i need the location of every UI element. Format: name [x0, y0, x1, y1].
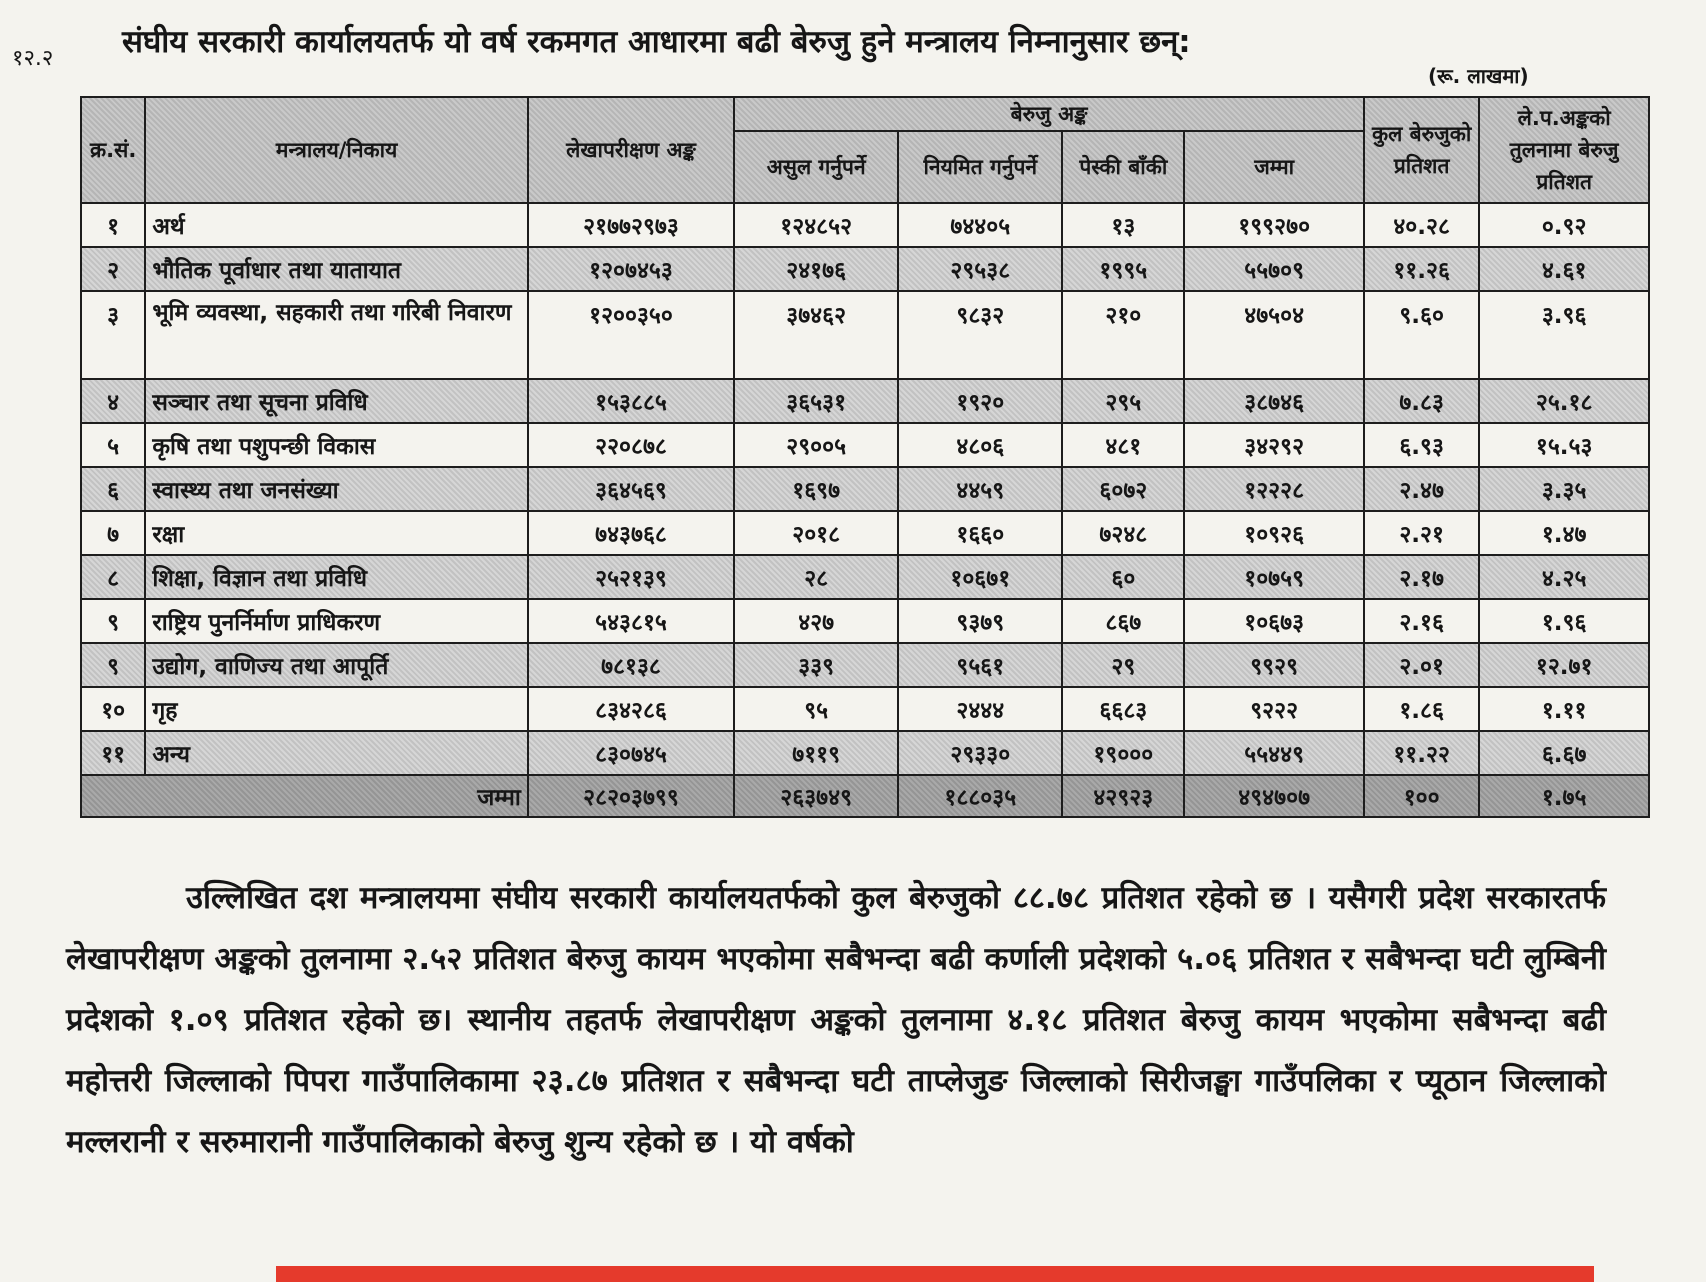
cell-advance: २९५	[1062, 379, 1184, 423]
cell-total: ९२२२	[1184, 687, 1364, 731]
cell-advance: ८६७	[1062, 599, 1184, 643]
cell-recover: २४१७६	[734, 247, 898, 291]
cell-audit: ८३०७४५	[528, 731, 734, 775]
table-row	[81, 291, 1649, 379]
cell-sn: ९	[81, 599, 145, 643]
cell-advance: ६६८३	[1062, 687, 1184, 731]
cell-total: १२२२८	[1184, 467, 1364, 511]
cell-audit: ७४३७६८	[528, 511, 734, 555]
header-pct-of-audit: ले.प.अङ्कको तुलनामा बेरुजु प्रतिशत	[1479, 97, 1649, 203]
section-title: संघीय सरकारी कार्यालयतर्फ यो वर्ष रकमगत आधारमा बढी बेरुजु हुने मन्त्रालय निम्नानुसार छन्:	[122, 24, 1191, 60]
table-row	[81, 247, 1649, 291]
cell-regularize: ९८३२	[898, 291, 1062, 379]
table-total-row	[81, 775, 1649, 817]
accent-bar	[276, 1266, 1594, 1282]
cell-sn: १	[81, 203, 145, 247]
cell-audit: १२००३५०	[528, 291, 734, 379]
cell-pct-total: २.२१	[1364, 511, 1479, 555]
total-sum: ४९४७०७	[1184, 775, 1364, 817]
total-pct-audit: १.७५	[1479, 775, 1649, 817]
cell-sn: ७	[81, 511, 145, 555]
cell-pct-audit: १२.७१	[1479, 643, 1649, 687]
cell-advance: ७२४८	[1062, 511, 1184, 555]
cell-advance: ४८१	[1062, 423, 1184, 467]
cell-advance: ६०७२	[1062, 467, 1184, 511]
cell-regularize: ७४४०५	[898, 203, 1062, 247]
table-row	[81, 555, 1649, 599]
cell-recover: ३७४६२	[734, 291, 898, 379]
header-audit-amount: लेखापरीक्षण अङ्क	[528, 97, 734, 203]
cell-regularize: २९५३८	[898, 247, 1062, 291]
cell-pct-total: २.१७	[1364, 555, 1479, 599]
cell-ministry: शिक्षा, विज्ञान तथा प्रविधि	[145, 555, 528, 599]
table-row	[81, 423, 1649, 467]
cell-audit: २१७७२९७३	[528, 203, 734, 247]
cell-pct-total: ९.६०	[1364, 291, 1479, 379]
cell-advance: १९०००	[1062, 731, 1184, 775]
cell-pct-total: २.१६	[1364, 599, 1479, 643]
cell-total: ५५७०९	[1184, 247, 1364, 291]
cell-regularize: १९२०	[898, 379, 1062, 423]
section-number: १२.२	[12, 46, 54, 71]
cell-regularize: ४४५९	[898, 467, 1062, 511]
cell-ministry: सञ्चार तथा सूचना प्रविधि	[145, 379, 528, 423]
cell-pct-audit: ४.६१	[1479, 247, 1649, 291]
cell-audit: २२०८७८	[528, 423, 734, 467]
table-header-row	[81, 97, 1649, 131]
cell-sn: ८	[81, 555, 145, 599]
cell-pct-audit: ४.२५	[1479, 555, 1649, 599]
cell-advance: २१०	[1062, 291, 1184, 379]
cell-total: ३८७४६	[1184, 379, 1364, 423]
cell-recover: ३६५३१	[734, 379, 898, 423]
header-beruju-group: बेरुजु अङ्क	[734, 97, 1364, 131]
table-row	[81, 731, 1649, 775]
cell-recover: २८	[734, 555, 898, 599]
table-row	[81, 687, 1649, 731]
cell-regularize: ९३७९	[898, 599, 1062, 643]
unit-note: (रू. लाखमा)	[1428, 64, 1529, 88]
cell-pct-total: ४०.२८	[1364, 203, 1479, 247]
cell-pct-audit: १.९६	[1479, 599, 1649, 643]
cell-pct-audit: ३.३५	[1479, 467, 1649, 511]
header-sum: जम्मा	[1184, 131, 1364, 203]
cell-recover: ३३९	[734, 643, 898, 687]
table-row	[81, 379, 1649, 423]
cell-sn: ११	[81, 731, 145, 775]
cell-pct-audit: १५.५३	[1479, 423, 1649, 467]
cell-pct-total: १.८६	[1364, 687, 1479, 731]
cell-regularize: १६६०	[898, 511, 1062, 555]
cell-audit: ३६४५६९	[528, 467, 734, 511]
table-row	[81, 467, 1649, 511]
cell-recover: २०१८	[734, 511, 898, 555]
cell-total: ९९२९	[1184, 643, 1364, 687]
cell-total: १०७५९	[1184, 555, 1364, 599]
cell-sn: ९	[81, 643, 145, 687]
cell-pct-total: ६.९३	[1364, 423, 1479, 467]
cell-audit: ५४३८१५	[528, 599, 734, 643]
cell-audit: ७८१३८	[528, 643, 734, 687]
cell-ministry: गृह	[145, 687, 528, 731]
cell-regularize: २४४४	[898, 687, 1062, 731]
cell-ministry: भूमि व्यवस्था, सहकारी तथा गरिबी निवारण	[145, 291, 528, 379]
header-regularize: नियमित गर्नुपर्ने	[898, 131, 1062, 203]
cell-advance: १९९५	[1062, 247, 1184, 291]
cell-recover: ४२७	[734, 599, 898, 643]
cell-pct-audit: १.४७	[1479, 511, 1649, 555]
cell-ministry: अन्य	[145, 731, 528, 775]
cell-audit: १५३८८५	[528, 379, 734, 423]
cell-total: ४७५०४	[1184, 291, 1364, 379]
cell-ministry: रक्षा	[145, 511, 528, 555]
cell-advance: ६०	[1062, 555, 1184, 599]
total-regularize: १८८०३५	[898, 775, 1062, 817]
cell-advance: २९	[1062, 643, 1184, 687]
cell-total: १०९२६	[1184, 511, 1364, 555]
table-row	[81, 599, 1649, 643]
cell-pct-total: ११.२६	[1364, 247, 1479, 291]
cell-ministry: स्वास्थ्य तथा जनसंख्या	[145, 467, 528, 511]
table-row	[81, 643, 1649, 687]
cell-recover: २९००५	[734, 423, 898, 467]
summary-paragraph	[66, 868, 1606, 1173]
cell-pct-audit: ३.९६	[1479, 291, 1649, 379]
cell-regularize: २९३३०	[898, 731, 1062, 775]
cell-regularize: ९५६१	[898, 643, 1062, 687]
total-label: जम्मा	[81, 775, 528, 817]
cell-pct-audit: २५.१८	[1479, 379, 1649, 423]
cell-pct-total: २.४७	[1364, 467, 1479, 511]
beruju-table-container	[80, 96, 1650, 818]
cell-recover: ९५	[734, 687, 898, 731]
cell-pct-audit: ०.९२	[1479, 203, 1649, 247]
cell-regularize: ४८०६	[898, 423, 1062, 467]
header-advance-due: पेस्की बाँकी	[1062, 131, 1184, 203]
cell-recover: ७११९	[734, 731, 898, 775]
cell-sn: ६	[81, 467, 145, 511]
cell-regularize: १०६७१	[898, 555, 1062, 599]
cell-pct-total: २.०१	[1364, 643, 1479, 687]
cell-total: ५५४४९	[1184, 731, 1364, 775]
header-pct-of-total: कुल बेरुजुको प्रतिशत	[1364, 97, 1479, 203]
cell-advance: १३	[1062, 203, 1184, 247]
cell-sn: ३	[81, 291, 145, 379]
header-ministry: मन्त्रालय/निकाय	[145, 97, 528, 203]
cell-recover: १६९७	[734, 467, 898, 511]
total-recover: २६३७४९	[734, 775, 898, 817]
total-pct-total: १००	[1364, 775, 1479, 817]
cell-audit: १२०७४५३	[528, 247, 734, 291]
cell-sn: १०	[81, 687, 145, 731]
cell-recover: १२४८५२	[734, 203, 898, 247]
table-row	[81, 203, 1649, 247]
cell-ministry: कृषि तथा पशुपन्छी विकास	[145, 423, 528, 467]
total-advance: ४२९२३	[1062, 775, 1184, 817]
total-audit: २८२०३७९९	[528, 775, 734, 817]
header-recoverable: असुल गर्नुपर्ने	[734, 131, 898, 203]
cell-audit: ८३४२८६	[528, 687, 734, 731]
paragraph-text: उल्लिखित दश मन्त्रालयमा संघीय सरकारी कार्यालयतर्फको कुल बेरुजुको ८८.७८ प्रतिशत रहेको छ । यसैगरी प्रदेश सरकारतर्फ लेखापरीक्षण अङ्कको तुलनामा २.५२ प्रतिशत बेरुजु कायम भएकोमा सबैभन्दा बढी कर्णाली प्रदेशको ५.०६ प्रतिशत र सबैभन्दा घटी लुम्बिनी प्रदेशको १.०९ प्रतिशत रहेको छ। स्थानीय तहतर्फ लेखापरीक्षण अङ्कको तुलनामा ४.१८ प्रतिशत बेरुजु कायम भएकोमा सबैभन्दा बढी महोत्तरी जिल्लाको पिपरा गाउँपालिकामा २३.८७ प्रतिशत र सबैभन्दा घटी ताप्लेजुङ जिल्लाको सिरीजङ्घा गाउँपलिका र प्यूठान जिल्लाको मल्लरानी र सरुमारानी गाउँपालिकाको बेरुजु शुन्य रहेको छ । यो वर्षको	[66, 880, 1606, 1160]
header-sn: क्र.सं.	[81, 97, 145, 203]
cell-pct-audit: १.११	[1479, 687, 1649, 731]
cell-ministry: अर्थ	[145, 203, 528, 247]
beruju-table	[80, 96, 1650, 818]
cell-total: १९९२७०	[1184, 203, 1364, 247]
cell-ministry: भौतिक पूर्वाधार तथा यातायात	[145, 247, 528, 291]
cell-total: ३४२९२	[1184, 423, 1364, 467]
table-row	[81, 511, 1649, 555]
cell-pct-total: ७.८३	[1364, 379, 1479, 423]
cell-pct-total: ११.२२	[1364, 731, 1479, 775]
cell-sn: २	[81, 247, 145, 291]
cell-sn: ५	[81, 423, 145, 467]
cell-ministry: उद्योग, वाणिज्य तथा आपूर्ति	[145, 643, 528, 687]
cell-total: १०६७३	[1184, 599, 1364, 643]
cell-ministry: राष्ट्रिय पुनर्निर्माण प्राधिकरण	[145, 599, 528, 643]
cell-pct-audit: ६.६७	[1479, 731, 1649, 775]
section-heading	[0, 8, 1706, 71]
cell-sn: ४	[81, 379, 145, 423]
cell-audit: २५२१३९	[528, 555, 734, 599]
